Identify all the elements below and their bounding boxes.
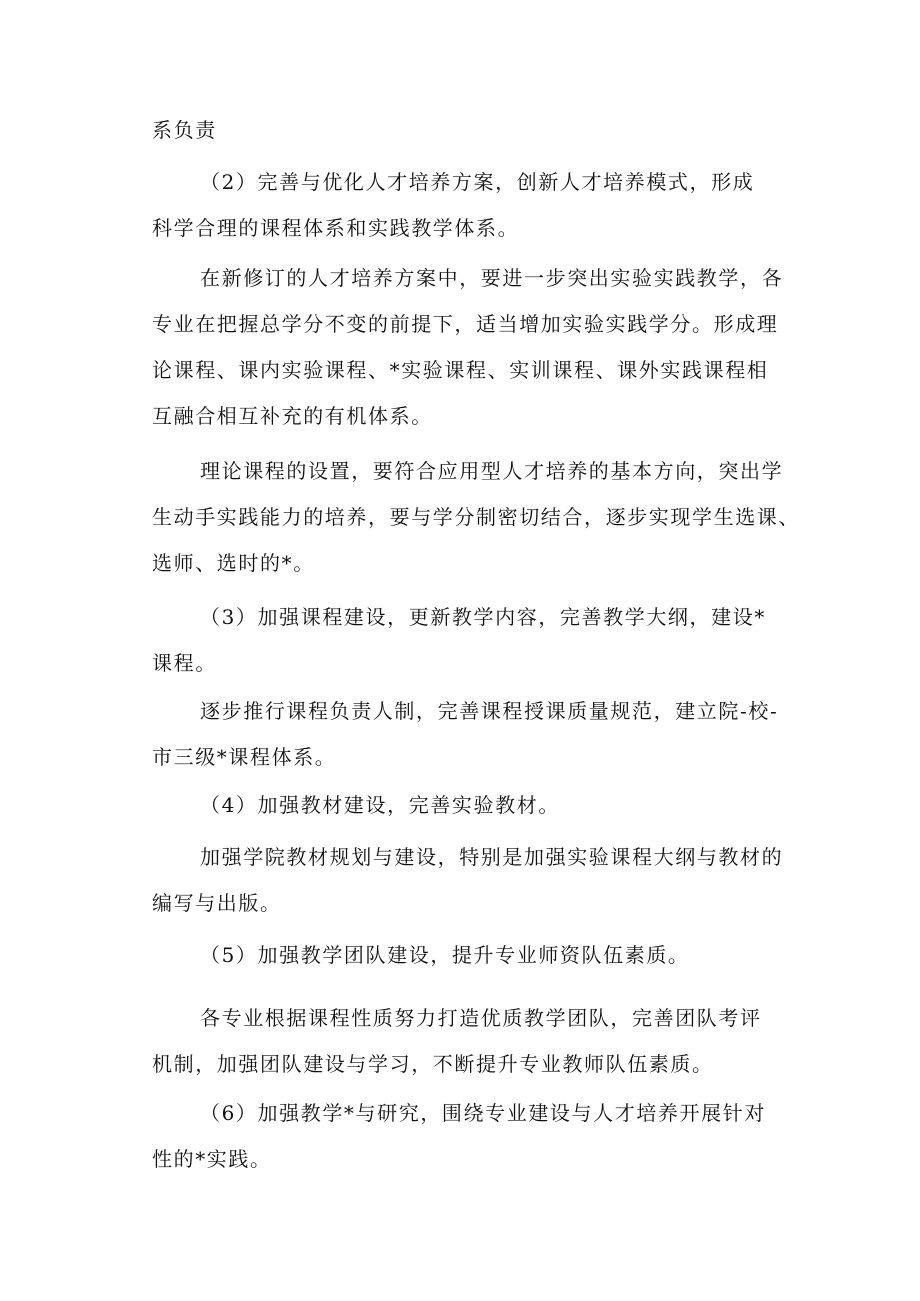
text-line: （3）加强课程建设，更新教学内容，完善教学大纲，建设*	[200, 605, 766, 629]
text-line: （4）加强教材建设，完善实验教材。	[200, 793, 560, 817]
paragraph-practice-teaching	[152, 255, 784, 439]
text-line: 互融合相互补充的有机体系。	[152, 404, 433, 428]
text-line: 机制，加强团队建设与学习，不断提升专业教师队伍素质。	[152, 1052, 714, 1076]
paragraph-item-5	[152, 932, 772, 978]
paragraph-textbooks	[152, 834, 784, 926]
text-line: （6）加强教学*与研究，围绕专业建设与人才培养开展针对	[200, 1101, 766, 1125]
paragraph-item-2	[152, 159, 772, 251]
text-line: 生动手实践能力的培养，要与学分制密切结合，逐步实现学生选课、	[152, 505, 800, 529]
paragraph-item-6	[152, 1090, 772, 1182]
text-line: 逐步推行课程负责人制，完善课程授课质量规范，建立院-校-	[200, 699, 779, 723]
paragraph-item-3	[152, 594, 772, 686]
text-line: （5）加强教学团队建设，提升专业师资队伍素质。	[200, 943, 690, 967]
text-line: 加强学院教材规划与建设，特别是加强实验课程大纲与教材的	[200, 845, 784, 869]
text-line: 专业在把握总学分不变的前提下，适当增加实验实践学分。形成理	[152, 312, 779, 336]
paragraph-item-4	[152, 782, 772, 828]
text-line: 科学合理的课程体系和实践教学体系。	[152, 216, 520, 240]
text-line: 编写与出版。	[152, 891, 282, 915]
text-line: （2）完善与优化人才培养方案，创新人才培养模式，形成	[200, 170, 755, 194]
paragraph-teaching-team	[152, 995, 772, 1087]
text-line: 性的*实践。	[152, 1147, 272, 1171]
text-line: 各专业根据课程性质努力打造优质教学团队，完善团队考评	[200, 1006, 762, 1030]
paragraph-continuation	[152, 107, 772, 153]
paragraph-theory-courses	[152, 448, 800, 586]
text-line: 论课程、课内实验课程、*实验课程、实训课程、课外实践课程相	[152, 358, 769, 382]
text-line: 在新修订的人才培养方案中，要进一步突出实验实践教学，各	[200, 266, 784, 290]
text-line: 课程。	[152, 651, 217, 675]
paragraph-course-leader	[152, 688, 779, 780]
text-line: 市三级*课程体系。	[152, 745, 337, 769]
text-line: 选师、选时的*。	[152, 551, 315, 575]
text-line: 理论课程的设置，要符合应用型人才培养的基本方向，突出学	[200, 459, 784, 483]
text-line: 系负责	[152, 118, 217, 142]
